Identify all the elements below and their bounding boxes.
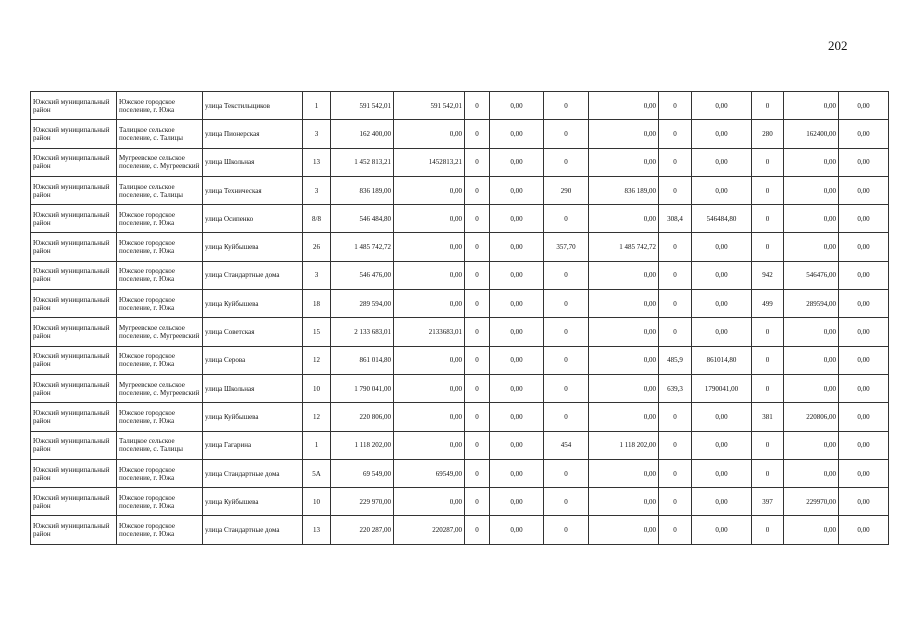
- col-8-cell: 0,00: [490, 148, 544, 176]
- col-7-cell: 0: [465, 431, 490, 459]
- page-number: 202: [828, 38, 848, 53]
- col-8-cell: 0,00: [490, 516, 544, 544]
- data-table: [30, 91, 889, 545]
- col-14-cell: 0,00: [784, 233, 839, 261]
- col-12-cell: 546484,80: [692, 205, 752, 233]
- col-13-cell: 0: [752, 176, 784, 204]
- col-14-cell: 0,00: [784, 205, 839, 233]
- col-15-cell: 0,00: [839, 261, 889, 289]
- col-15-cell: 0,00: [839, 318, 889, 346]
- district-cell: Южский муниципальный район: [31, 488, 117, 516]
- table-row: [31, 120, 889, 148]
- col-15-cell: 0,00: [839, 205, 889, 233]
- settlement-cell: Южское городское поселение, г. Южа: [117, 488, 203, 516]
- col-8-cell: 0,00: [490, 346, 544, 374]
- col-6-cell: 0,00: [394, 488, 465, 516]
- col-10-cell: 836 189,00: [589, 176, 659, 204]
- col-14-cell: 229970,00: [784, 488, 839, 516]
- col-13-cell: 381: [752, 403, 784, 431]
- col-11-cell: 0: [659, 261, 692, 289]
- col-11-cell: 308,4: [659, 205, 692, 233]
- col-6-cell: 0,00: [394, 346, 465, 374]
- street-cell: улица Стандартные дома: [203, 459, 303, 487]
- district-cell: Южский муниципальный район: [31, 120, 117, 148]
- table-row: [31, 261, 889, 289]
- col-9-cell: 290: [544, 176, 589, 204]
- settlement-cell: Мугреевское сельское поселение, с. Мугреевский: [117, 318, 203, 346]
- street-cell: улица Советская: [203, 318, 303, 346]
- col-11-cell: 639,3: [659, 374, 692, 402]
- col-14-cell: 289594,00: [784, 290, 839, 318]
- col-7-cell: 0: [465, 120, 490, 148]
- col-7-cell: 0: [465, 92, 490, 120]
- settlement-cell: Талицкое сельское поселение, с. Талицы: [117, 120, 203, 148]
- col-9-cell: 0: [544, 403, 589, 431]
- table-row: [31, 233, 889, 261]
- col-10-cell: 1 485 742,72: [589, 233, 659, 261]
- col-9-cell: 0: [544, 290, 589, 318]
- col-14-cell: 220806,00: [784, 403, 839, 431]
- settlement-cell: Талицкое сельское поселение, с. Талицы: [117, 176, 203, 204]
- col-15-cell: 0,00: [839, 516, 889, 544]
- col-13-cell: 0: [752, 148, 784, 176]
- col-9-cell: 0: [544, 374, 589, 402]
- col-7-cell: 0: [465, 148, 490, 176]
- settlement-cell: Южское городское поселение, г. Южа: [117, 459, 203, 487]
- col-10-cell: 0,00: [589, 318, 659, 346]
- col-7-cell: 0: [465, 488, 490, 516]
- col-12-cell: 0,00: [692, 148, 752, 176]
- street-cell: улица Школьная: [203, 148, 303, 176]
- col-14-cell: 0,00: [784, 346, 839, 374]
- street-cell: улица Серова: [203, 346, 303, 374]
- col-10-cell: 0,00: [589, 148, 659, 176]
- col-11-cell: 0: [659, 233, 692, 261]
- col-11-cell: 0: [659, 516, 692, 544]
- col-13-cell: 0: [752, 346, 784, 374]
- col-12-cell: 0,00: [692, 261, 752, 289]
- col-8-cell: 0,00: [490, 233, 544, 261]
- house-number-cell: 10: [303, 374, 331, 402]
- house-number-cell: 18: [303, 290, 331, 318]
- district-cell: Южский муниципальный район: [31, 516, 117, 544]
- col-14-cell: 546476,00: [784, 261, 839, 289]
- settlement-cell: Южское городское поселение, г. Южа: [117, 205, 203, 233]
- col-7-cell: 0: [465, 516, 490, 544]
- district-cell: Южский муниципальный район: [31, 431, 117, 459]
- total-cost-cell: 229 970,00: [331, 488, 394, 516]
- district-cell: Южский муниципальный район: [31, 92, 117, 120]
- col-6-cell: 0,00: [394, 176, 465, 204]
- district-cell: Южский муниципальный район: [31, 205, 117, 233]
- col-10-cell: 0,00: [589, 488, 659, 516]
- settlement-cell: Южское городское поселение, г. Южа: [117, 233, 203, 261]
- col-11-cell: 0: [659, 176, 692, 204]
- col-11-cell: 0: [659, 431, 692, 459]
- col-7-cell: 0: [465, 233, 490, 261]
- col-11-cell: 0: [659, 92, 692, 120]
- settlement-cell: Мугреевское сельское поселение, с. Мугреевский: [117, 148, 203, 176]
- col-14-cell: 0,00: [784, 176, 839, 204]
- col-13-cell: 0: [752, 431, 784, 459]
- house-number-cell: 26: [303, 233, 331, 261]
- house-number-cell: 1: [303, 92, 331, 120]
- street-cell: улица Гагарина: [203, 431, 303, 459]
- total-cost-cell: 1 452 813,21: [331, 148, 394, 176]
- table-row: [31, 92, 889, 120]
- col-8-cell: 0,00: [490, 403, 544, 431]
- col-10-cell: 0,00: [589, 459, 659, 487]
- col-9-cell: 0: [544, 516, 589, 544]
- col-6-cell: 0,00: [394, 120, 465, 148]
- col-8-cell: 0,00: [490, 176, 544, 204]
- col-6-cell: 0,00: [394, 403, 465, 431]
- col-12-cell: 0,00: [692, 290, 752, 318]
- table-row: [31, 431, 889, 459]
- table-row: [31, 290, 889, 318]
- settlement-cell: Южское городское поселение, г. Южа: [117, 346, 203, 374]
- district-cell: Южский муниципальный район: [31, 261, 117, 289]
- district-cell: Южский муниципальный район: [31, 346, 117, 374]
- total-cost-cell: 836 189,00: [331, 176, 394, 204]
- district-cell: Южский муниципальный район: [31, 374, 117, 402]
- district-cell: Южский муниципальный район: [31, 148, 117, 176]
- col-11-cell: 0: [659, 290, 692, 318]
- street-cell: улица Стандартные дома: [203, 261, 303, 289]
- col-6-cell: 0,00: [394, 374, 465, 402]
- district-cell: Южский муниципальный район: [31, 459, 117, 487]
- col-6-cell: 0,00: [394, 205, 465, 233]
- street-cell: улица Школьная: [203, 374, 303, 402]
- house-number-cell: 12: [303, 403, 331, 431]
- col-7-cell: 0: [465, 346, 490, 374]
- total-cost-cell: 289 594,00: [331, 290, 394, 318]
- table-row: [31, 176, 889, 204]
- col-7-cell: 0: [465, 261, 490, 289]
- col-7-cell: 0: [465, 205, 490, 233]
- col-7-cell: 0: [465, 403, 490, 431]
- col-8-cell: 0,00: [490, 488, 544, 516]
- col-15-cell: 0,00: [839, 459, 889, 487]
- house-number-cell: 10: [303, 488, 331, 516]
- settlement-cell: Южское городское поселение, г. Южа: [117, 403, 203, 431]
- col-14-cell: 162400,00: [784, 120, 839, 148]
- col-7-cell: 0: [465, 290, 490, 318]
- total-cost-cell: 546 476,00: [331, 261, 394, 289]
- col-12-cell: 0,00: [692, 92, 752, 120]
- house-number-cell: 1: [303, 431, 331, 459]
- col-12-cell: 0,00: [692, 516, 752, 544]
- table-row: [31, 459, 889, 487]
- col-10-cell: 0,00: [589, 120, 659, 148]
- col-8-cell: 0,00: [490, 205, 544, 233]
- col-7-cell: 0: [465, 318, 490, 346]
- col-13-cell: 0: [752, 318, 784, 346]
- col-15-cell: 0,00: [839, 233, 889, 261]
- street-cell: улица Куйбышева: [203, 403, 303, 431]
- street-cell: улица Куйбышева: [203, 290, 303, 318]
- col-6-cell: 69549,00: [394, 459, 465, 487]
- col-13-cell: 0: [752, 516, 784, 544]
- total-cost-cell: 220 806,00: [331, 403, 394, 431]
- col-8-cell: 0,00: [490, 261, 544, 289]
- district-cell: Южский муниципальный район: [31, 403, 117, 431]
- col-9-cell: 0: [544, 488, 589, 516]
- col-9-cell: 0: [544, 205, 589, 233]
- col-12-cell: 1790041,00: [692, 374, 752, 402]
- house-number-cell: 13: [303, 516, 331, 544]
- settlement-cell: Южское городское поселение, г. Южа: [117, 516, 203, 544]
- col-11-cell: 0: [659, 318, 692, 346]
- table-row: [31, 148, 889, 176]
- col-15-cell: 0,00: [839, 374, 889, 402]
- col-15-cell: 0,00: [839, 176, 889, 204]
- table-row: [31, 346, 889, 374]
- street-cell: улица Техническая: [203, 176, 303, 204]
- col-11-cell: 0: [659, 488, 692, 516]
- col-15-cell: 0,00: [839, 488, 889, 516]
- col-9-cell: 357,70: [544, 233, 589, 261]
- house-number-cell: 3: [303, 176, 331, 204]
- table-row: [31, 205, 889, 233]
- table-body: [31, 92, 889, 545]
- col-14-cell: 0,00: [784, 148, 839, 176]
- col-9-cell: 0: [544, 459, 589, 487]
- col-10-cell: 0,00: [589, 374, 659, 402]
- col-11-cell: 0: [659, 148, 692, 176]
- col-6-cell: 1452813,21: [394, 148, 465, 176]
- col-10-cell: 0,00: [589, 290, 659, 318]
- col-11-cell: 0: [659, 403, 692, 431]
- street-cell: улица Пионерская: [203, 120, 303, 148]
- col-13-cell: 499: [752, 290, 784, 318]
- house-number-cell: 5А: [303, 459, 331, 487]
- street-cell: улица Текстильщиков: [203, 92, 303, 120]
- settlement-cell: Южское городское поселение, г. Южа: [117, 290, 203, 318]
- total-cost-cell: 162 400,00: [331, 120, 394, 148]
- col-12-cell: 0,00: [692, 431, 752, 459]
- col-11-cell: 0: [659, 459, 692, 487]
- col-14-cell: 0,00: [784, 516, 839, 544]
- col-14-cell: 0,00: [784, 431, 839, 459]
- table-row: [31, 318, 889, 346]
- col-8-cell: 0,00: [490, 318, 544, 346]
- col-15-cell: 0,00: [839, 431, 889, 459]
- col-6-cell: 0,00: [394, 290, 465, 318]
- col-6-cell: 591 542,01: [394, 92, 465, 120]
- total-cost-cell: 1 790 041,00: [331, 374, 394, 402]
- col-10-cell: 0,00: [589, 92, 659, 120]
- col-13-cell: 397: [752, 488, 784, 516]
- street-cell: улица Куйбышева: [203, 233, 303, 261]
- col-9-cell: 0: [544, 318, 589, 346]
- col-15-cell: 0,00: [839, 120, 889, 148]
- col-13-cell: 942: [752, 261, 784, 289]
- col-7-cell: 0: [465, 374, 490, 402]
- col-6-cell: 0,00: [394, 233, 465, 261]
- street-cell: улица Стандартные дома: [203, 516, 303, 544]
- total-cost-cell: 591 542,01: [331, 92, 394, 120]
- house-number-cell: 3: [303, 120, 331, 148]
- house-number-cell: 12: [303, 346, 331, 374]
- table-row: [31, 403, 889, 431]
- col-14-cell: 0,00: [784, 318, 839, 346]
- col-9-cell: 0: [544, 346, 589, 374]
- table-row: [31, 488, 889, 516]
- col-13-cell: 0: [752, 205, 784, 233]
- col-10-cell: 0,00: [589, 205, 659, 233]
- total-cost-cell: 1 118 202,00: [331, 431, 394, 459]
- col-6-cell: 0,00: [394, 431, 465, 459]
- total-cost-cell: 861 014,80: [331, 346, 394, 374]
- col-6-cell: 2133683,01: [394, 318, 465, 346]
- col-12-cell: 0,00: [692, 459, 752, 487]
- col-13-cell: 0: [752, 459, 784, 487]
- col-6-cell: 0,00: [394, 261, 465, 289]
- col-12-cell: 0,00: [692, 233, 752, 261]
- col-9-cell: 0: [544, 120, 589, 148]
- street-cell: улица Куйбышева: [203, 488, 303, 516]
- col-13-cell: 0: [752, 92, 784, 120]
- col-14-cell: 0,00: [784, 92, 839, 120]
- col-15-cell: 0,00: [839, 290, 889, 318]
- district-cell: Южский муниципальный район: [31, 233, 117, 261]
- col-12-cell: 0,00: [692, 403, 752, 431]
- col-10-cell: 0,00: [589, 403, 659, 431]
- total-cost-cell: 69 549,00: [331, 459, 394, 487]
- col-8-cell: 0,00: [490, 459, 544, 487]
- table-row: [31, 374, 889, 402]
- total-cost-cell: 220 287,00: [331, 516, 394, 544]
- col-14-cell: 0,00: [784, 459, 839, 487]
- col-15-cell: 0,00: [839, 403, 889, 431]
- settlement-cell: Талицкое сельское поселение, с. Талицы: [117, 431, 203, 459]
- col-10-cell: 0,00: [589, 346, 659, 374]
- house-number-cell: 13: [303, 148, 331, 176]
- col-9-cell: 0: [544, 261, 589, 289]
- col-13-cell: 280: [752, 120, 784, 148]
- col-9-cell: 0: [544, 92, 589, 120]
- col-12-cell: 0,00: [692, 176, 752, 204]
- col-8-cell: 0,00: [490, 431, 544, 459]
- col-12-cell: 861014,80: [692, 346, 752, 374]
- col-13-cell: 0: [752, 374, 784, 402]
- col-8-cell: 0,00: [490, 290, 544, 318]
- col-10-cell: 0,00: [589, 516, 659, 544]
- street-cell: улица Осипенко: [203, 205, 303, 233]
- col-10-cell: 0,00: [589, 261, 659, 289]
- col-9-cell: 454: [544, 431, 589, 459]
- col-9-cell: 0: [544, 148, 589, 176]
- house-number-cell: 3: [303, 261, 331, 289]
- house-number-cell: 15: [303, 318, 331, 346]
- total-cost-cell: 2 133 683,01: [331, 318, 394, 346]
- col-15-cell: 0,00: [839, 346, 889, 374]
- col-7-cell: 0: [465, 176, 490, 204]
- col-14-cell: 0,00: [784, 374, 839, 402]
- settlement-cell: Мугреевское сельское поселение, с. Мугреевский: [117, 374, 203, 402]
- col-6-cell: 220287,00: [394, 516, 465, 544]
- col-10-cell: 1 118 202,00: [589, 431, 659, 459]
- district-cell: Южский муниципальный район: [31, 318, 117, 346]
- col-12-cell: 0,00: [692, 488, 752, 516]
- col-8-cell: 0,00: [490, 374, 544, 402]
- settlement-cell: Южское городское поселение, г. Южа: [117, 92, 203, 120]
- col-15-cell: 0,00: [839, 92, 889, 120]
- col-15-cell: 0,00: [839, 148, 889, 176]
- total-cost-cell: 546 484,80: [331, 205, 394, 233]
- col-7-cell: 0: [465, 459, 490, 487]
- col-13-cell: 0: [752, 233, 784, 261]
- col-8-cell: 0,00: [490, 92, 544, 120]
- house-number-cell: 8/8: [303, 205, 331, 233]
- table-row: [31, 516, 889, 544]
- col-12-cell: 0,00: [692, 318, 752, 346]
- col-11-cell: 485,9: [659, 346, 692, 374]
- district-cell: Южский муниципальный район: [31, 290, 117, 318]
- col-12-cell: 0,00: [692, 120, 752, 148]
- total-cost-cell: 1 485 742,72: [331, 233, 394, 261]
- col-8-cell: 0,00: [490, 120, 544, 148]
- district-cell: Южский муниципальный район: [31, 176, 117, 204]
- col-11-cell: 0: [659, 120, 692, 148]
- settlement-cell: Южское городское поселение, г. Южа: [117, 261, 203, 289]
